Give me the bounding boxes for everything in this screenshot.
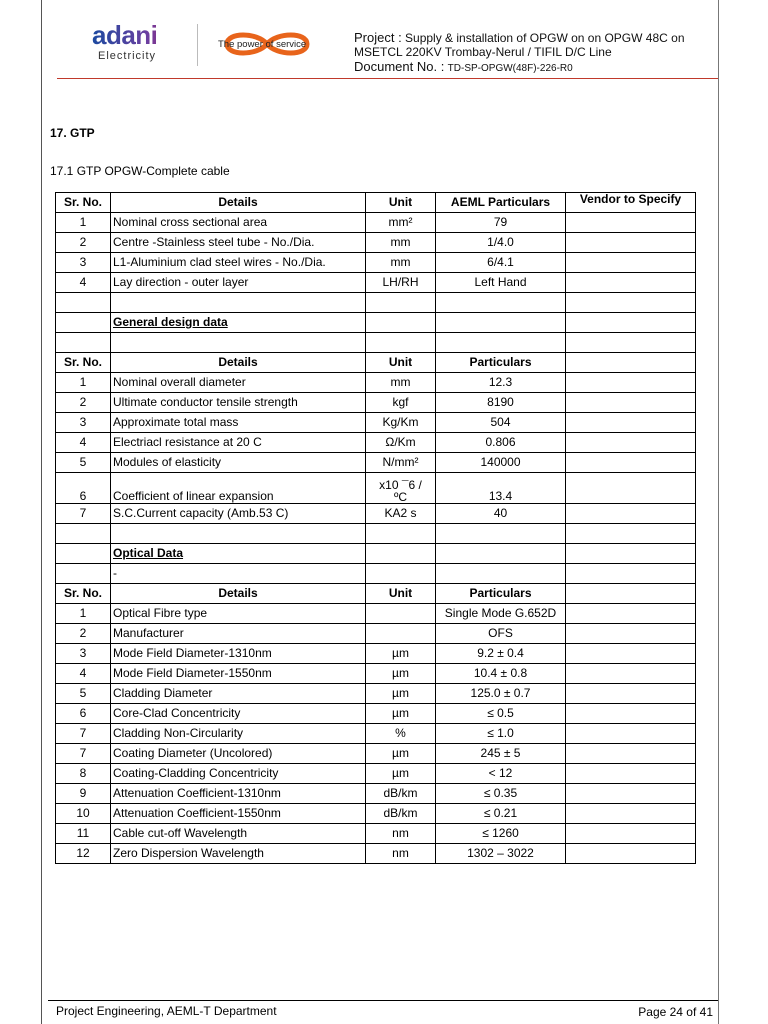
cell-details: Coating Diameter (Uncolored): [111, 744, 366, 764]
footer-rule: [48, 1000, 718, 1001]
cell-sr: 3: [56, 644, 111, 664]
cell-details: Cable cut-off Wavelength: [111, 824, 366, 844]
header-particulars: Particulars: [436, 584, 566, 604]
cell-particulars: 13.4: [436, 473, 566, 504]
page-left-border: [41, 0, 42, 1024]
cell-particulars: 12.3: [436, 373, 566, 393]
cell-particulars: 1/4.0: [436, 233, 566, 253]
cell-unit: dB/km: [366, 804, 436, 824]
cell-unit: dB/km: [366, 784, 436, 804]
cell-details: Nominal cross sectional area: [111, 213, 366, 233]
header-unit: Unit: [366, 584, 436, 604]
cell-vendor: [566, 704, 696, 724]
logo-text: adani: [92, 22, 192, 48]
cell-sr: 6: [56, 704, 111, 724]
document-label: Document No. :: [354, 59, 445, 74]
cell-particulars: 504: [436, 413, 566, 433]
cell-particulars: 8190: [436, 393, 566, 413]
header-unit: Unit: [366, 353, 436, 373]
cell-details: Cladding Non-Circularity: [111, 724, 366, 744]
cell-unit: Ω/Km: [366, 433, 436, 453]
tagline-logo: [212, 28, 322, 60]
unit-top: x10 ¯6 /: [379, 478, 422, 492]
blank-cell: [56, 524, 111, 544]
cell-sr: 7: [56, 724, 111, 744]
table-row: [56, 213, 696, 233]
cell-sr: 6: [56, 473, 111, 504]
cell-vendor: [566, 784, 696, 804]
header-particulars: Particulars: [436, 353, 566, 373]
cell-unit: nm: [366, 824, 436, 844]
cell-particulars: 79: [436, 213, 566, 233]
cell-particulars: < 12: [436, 764, 566, 784]
cell-details: Ultimate conductor tensile strength: [111, 393, 366, 413]
cell-particulars: ≤ 0.21: [436, 804, 566, 824]
blank-cell: [366, 544, 436, 564]
table-row: [56, 473, 696, 504]
cell-unit: µm: [366, 664, 436, 684]
cell-sr: 8: [56, 764, 111, 784]
cell-unit: nm: [366, 844, 436, 864]
blank-cell: [56, 544, 111, 564]
cell-vendor: [566, 413, 696, 433]
table-row: [56, 664, 696, 684]
optical-header-row: [56, 584, 696, 604]
table-row: [56, 764, 696, 784]
cell-sr: 7: [56, 744, 111, 764]
blank-cell: [566, 524, 696, 544]
project-line1: Supply & installation of OPGW on on OPGW 48C on: [405, 31, 685, 45]
project-label: Project :: [354, 30, 402, 45]
blank-cell: [566, 313, 696, 333]
table-row: [56, 233, 696, 253]
blank-cell: [436, 293, 566, 313]
cell-sr: 9: [56, 784, 111, 804]
blank-cell: [366, 293, 436, 313]
cell-sr: 2: [56, 624, 111, 644]
optical-marker: -: [111, 564, 366, 584]
cell-unit: mm: [366, 373, 436, 393]
cell-unit: LH/RH: [366, 273, 436, 293]
blank-cell: [436, 564, 566, 584]
cell-details: Cladding Diameter: [111, 684, 366, 704]
logo-subtext: Electricity: [98, 50, 157, 62]
unit-bottom: ºC: [393, 490, 408, 504]
table-row: [56, 273, 696, 293]
table-row: [56, 784, 696, 804]
cell-vendor: [566, 353, 696, 373]
cell-vendor: [566, 253, 696, 273]
blank-cell: [56, 313, 111, 333]
blank-cell: [436, 524, 566, 544]
blank-cell: [366, 524, 436, 544]
table-row: [56, 644, 696, 664]
cell-particulars: ≤ 1.0: [436, 724, 566, 744]
cell-vendor: [566, 744, 696, 764]
optical-data-label-text: Optical Data: [113, 546, 184, 560]
cell-vendor: [566, 504, 696, 524]
project-line2: MSETCL 220KV Trombay-Nerul / TIFIL D/C Line: [354, 45, 612, 59]
header-details: Details: [111, 584, 366, 604]
cell-sr: 3: [56, 413, 111, 433]
blank-cell: [111, 293, 366, 313]
header-divider: [197, 24, 198, 66]
cell-unit: [366, 624, 436, 644]
cell-sr: 4: [56, 433, 111, 453]
cell-details: Attenuation Coefficient-1310nm: [111, 784, 366, 804]
cell-details: L1-Aluminium clad steel wires - No./Dia.: [111, 253, 366, 273]
cell-sr: 7: [56, 504, 111, 524]
table-row: [56, 373, 696, 393]
cell-unit: [366, 604, 436, 624]
cell-sr: 1: [56, 604, 111, 624]
blank-cell: [56, 564, 111, 584]
table-row: [56, 704, 696, 724]
cell-vendor: [566, 644, 696, 664]
footer-department: Project Engineering, AEML-T Department: [56, 1004, 277, 1018]
document-number: TD-SP-OPGW(48F)-226-R0: [447, 63, 573, 74]
blank-cell: [436, 544, 566, 564]
cell-vendor: [566, 664, 696, 684]
cell-particulars: 40: [436, 504, 566, 524]
table-row: [56, 504, 696, 524]
cell-unit: mm: [366, 253, 436, 273]
table-row: [56, 724, 696, 744]
page-right-border: [718, 0, 719, 1024]
cell-details: Approximate total mass: [111, 413, 366, 433]
tagline-text: The power of service: [218, 39, 307, 50]
cell-unit: KA2 s: [366, 504, 436, 524]
table-row: [56, 744, 696, 764]
adani-logo: [92, 22, 192, 62]
blank-row: [56, 293, 696, 313]
blank-cell: [111, 333, 366, 353]
cell-particulars: 245 ± 5: [436, 744, 566, 764]
optical-data-label: [56, 544, 696, 564]
cell-sr: 5: [56, 453, 111, 473]
blank-row: [56, 524, 696, 544]
cell-particulars: 6/4.1: [436, 253, 566, 273]
cell-sr: 2: [56, 233, 111, 253]
cell-details: Mode Field Diameter-1310nm: [111, 644, 366, 664]
cell-particulars: Left Hand: [436, 273, 566, 293]
blank-cell: [436, 333, 566, 353]
general-header-row: [56, 353, 696, 373]
cell-vendor: [566, 473, 696, 504]
gtp-table: [55, 192, 696, 864]
cell-particulars: ≤ 0.35: [436, 784, 566, 804]
cell-details: Core-Clad Concentricity: [111, 704, 366, 724]
table-row: [56, 393, 696, 413]
cell-particulars: 125.0 ± 0.7: [436, 684, 566, 704]
cell-unit: µm: [366, 644, 436, 664]
table-header-row: [56, 193, 696, 213]
cell-particulars: 0.806: [436, 433, 566, 453]
cell-unit: kgf: [366, 393, 436, 413]
blank-cell: [366, 313, 436, 333]
blank-cell: [566, 293, 696, 313]
table-row: [56, 433, 696, 453]
blank-cell: [566, 333, 696, 353]
page-number: Page 24 of 41: [638, 1005, 713, 1019]
table-row: [56, 413, 696, 433]
cell-unit: µm: [366, 764, 436, 784]
cell-sr: 12: [56, 844, 111, 864]
cell-vendor: [566, 684, 696, 704]
cell-vendor: [566, 624, 696, 644]
cell-unit: mm²: [366, 213, 436, 233]
header-details: Details: [111, 353, 366, 373]
cell-unit: %: [366, 724, 436, 744]
header-vendor: Vendor to Specify: [566, 193, 696, 213]
cell-details: Centre -Stainless steel tube - No./Dia.: [111, 233, 366, 253]
cell-unit: µm: [366, 704, 436, 724]
blank-cell: [366, 333, 436, 353]
cell-unit: [366, 473, 436, 504]
cell-vendor: [566, 233, 696, 253]
cell-sr: 10: [56, 804, 111, 824]
cell-details: Manufacturer: [111, 624, 366, 644]
header-particulars: AEML Particulars: [436, 193, 566, 213]
marker-row: [56, 564, 696, 584]
blank-row: [56, 333, 696, 353]
cell-unit: mm: [366, 233, 436, 253]
blank-cell: [436, 313, 566, 333]
cell-particulars: 1302 – 3022: [436, 844, 566, 864]
cell-sr: 11: [56, 824, 111, 844]
cell-details: Attenuation Coefficient-1550nm: [111, 804, 366, 824]
cell-details: Electriacl resistance at 20 C: [111, 433, 366, 453]
cell-vendor: [566, 804, 696, 824]
cell-vendor: [566, 213, 696, 233]
cell-vendor: [566, 393, 696, 413]
cell-sr: 1: [56, 213, 111, 233]
general-design-label-text: General design data: [113, 315, 228, 329]
cell-details: Optical Fibre type: [111, 604, 366, 624]
cell-unit: N/mm²: [366, 453, 436, 473]
cell-vendor: [566, 453, 696, 473]
table-row: [56, 253, 696, 273]
cell-details: Coefficient of linear expansion: [111, 473, 366, 504]
cell-details: Lay direction - outer layer: [111, 273, 366, 293]
blank-cell: [366, 564, 436, 584]
cell-vendor: [566, 584, 696, 604]
cell-sr: 2: [56, 393, 111, 413]
blank-cell: [111, 524, 366, 544]
header-details: Details: [111, 193, 366, 213]
project-info: [354, 31, 718, 76]
cell-details: Coating-Cladding Concentricity: [111, 764, 366, 784]
blank-cell: [566, 564, 696, 584]
table-row: [56, 824, 696, 844]
table-row: [56, 684, 696, 704]
cell-vendor: [566, 273, 696, 293]
cell-vendor: [566, 604, 696, 624]
cell-vendor: [566, 844, 696, 864]
cell-vendor: [566, 824, 696, 844]
header-sr: Sr. No.: [56, 193, 111, 213]
blank-cell: [56, 333, 111, 353]
general-design-label: [56, 313, 696, 333]
table-row: [56, 844, 696, 864]
header-sr: Sr. No.: [56, 584, 111, 604]
cell-vendor: [566, 764, 696, 784]
header-unit: Unit: [366, 193, 436, 213]
cell-vendor: [566, 724, 696, 744]
page-header: [42, 0, 718, 80]
cell-unit: µm: [366, 684, 436, 704]
cell-details: Nominal overall diameter: [111, 373, 366, 393]
table-row: [56, 604, 696, 624]
table-row: [56, 804, 696, 824]
cell-particulars: Single Mode G.652D: [436, 604, 566, 624]
cell-details: S.C.Current capacity (Amb.53 C): [111, 504, 366, 524]
section-subtitle: 17.1 GTP OPGW-Complete cable: [50, 164, 230, 178]
cell-vendor: [566, 373, 696, 393]
general-design-label-cell: [111, 313, 366, 333]
header-rule: [57, 78, 718, 79]
blank-cell: [56, 293, 111, 313]
cell-sr: 4: [56, 664, 111, 684]
cell-unit: µm: [366, 744, 436, 764]
cell-particulars: ≤ 0.5: [436, 704, 566, 724]
optical-data-label-cell: [111, 544, 366, 564]
cell-particulars: 140000: [436, 453, 566, 473]
cell-sr: 4: [56, 273, 111, 293]
cell-details: Zero Dispersion Wavelength: [111, 844, 366, 864]
cell-sr: 1: [56, 373, 111, 393]
cell-particulars: 9.2 ± 0.4: [436, 644, 566, 664]
header-sr: Sr. No.: [56, 353, 111, 373]
cell-unit: Kg/Km: [366, 413, 436, 433]
cell-particulars: 10.4 ± 0.8: [436, 664, 566, 684]
table-row: [56, 624, 696, 644]
cell-vendor: [566, 433, 696, 453]
cell-details: Mode Field Diameter-1550nm: [111, 664, 366, 684]
cell-sr: 5: [56, 684, 111, 704]
blank-cell: [566, 544, 696, 564]
table-row: [56, 453, 696, 473]
cell-particulars: OFS: [436, 624, 566, 644]
cell-details: Modules of elasticity: [111, 453, 366, 473]
cell-sr: 3: [56, 253, 111, 273]
cell-particulars: ≤ 1260: [436, 824, 566, 844]
section-title: 17. GTP: [50, 126, 95, 140]
